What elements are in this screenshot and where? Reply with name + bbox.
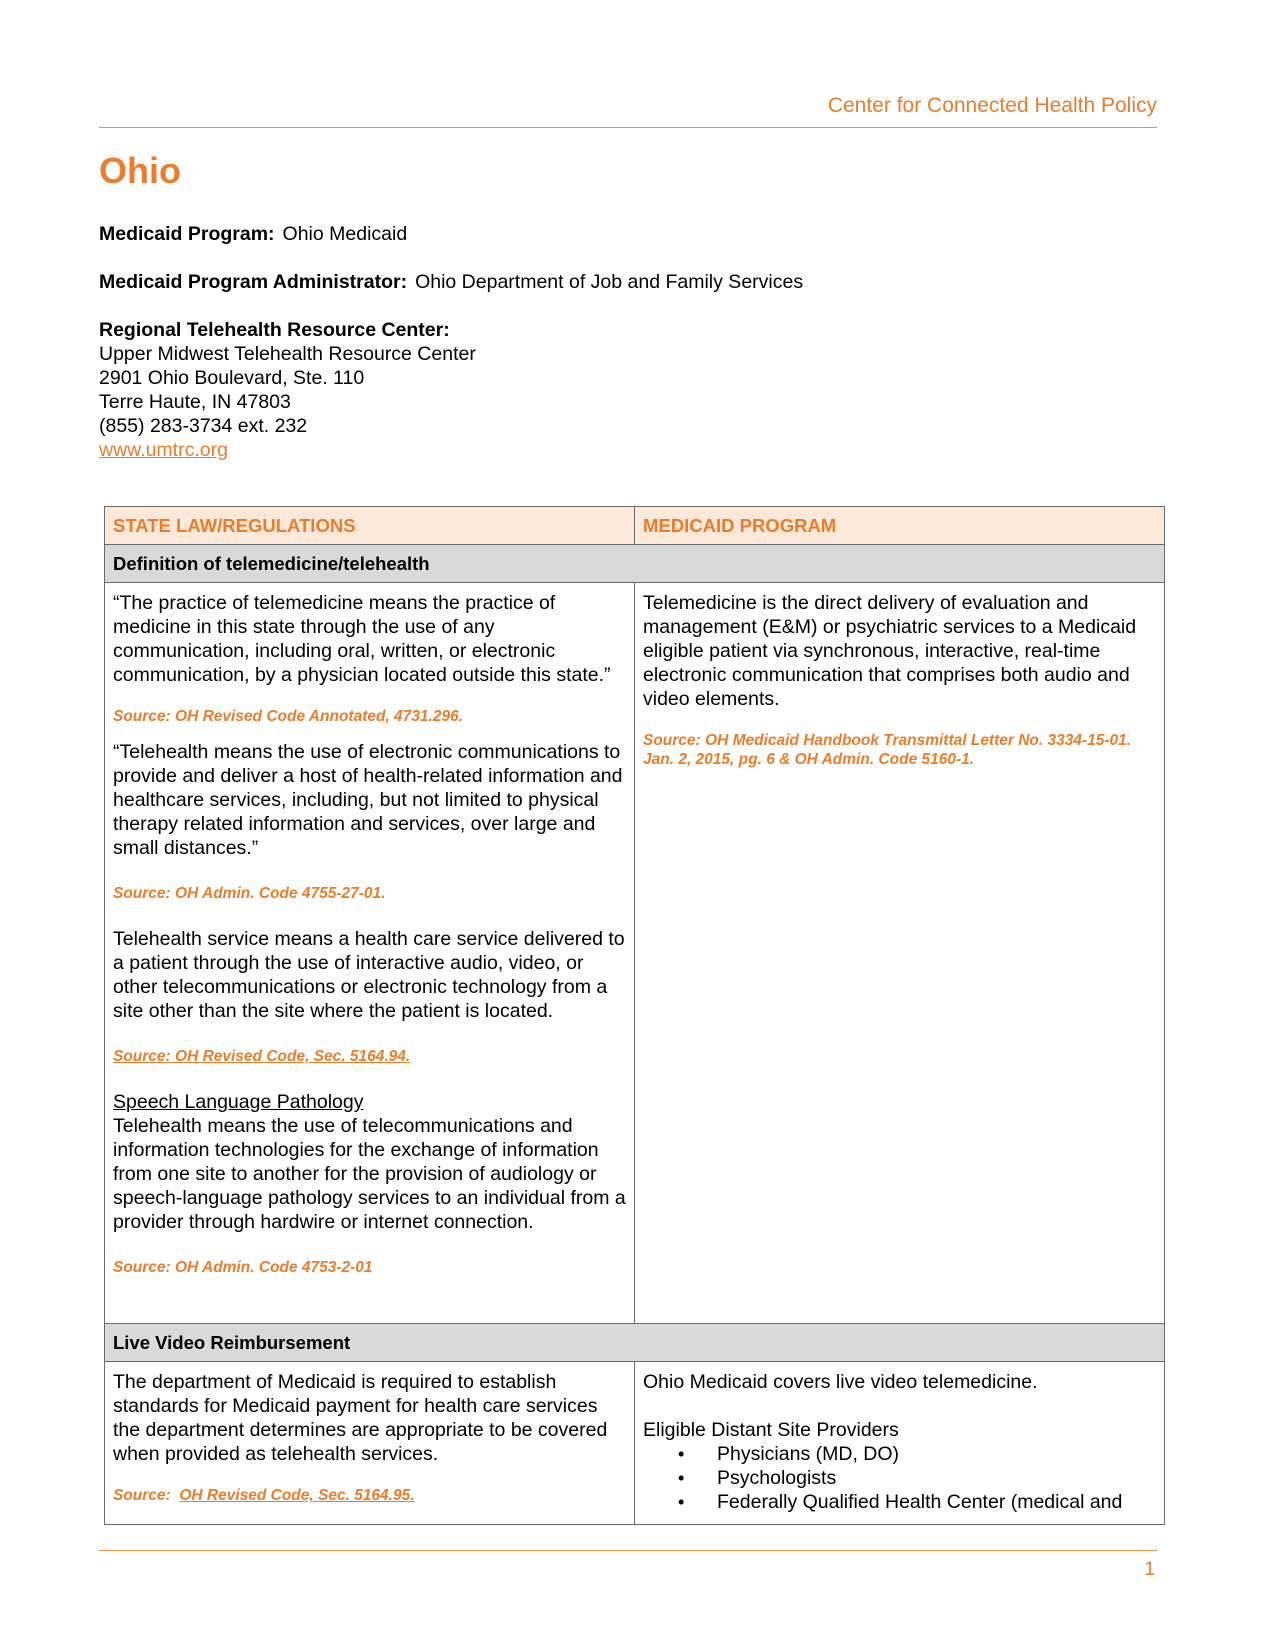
column-header-medicaid: MEDICAID PROGRAM [635, 507, 1165, 545]
subheading-speech-language-pathology: Speech Language Pathology [113, 1091, 364, 1113]
medicaid-cell [635, 1362, 1165, 1525]
medicaid-program-label: Medicaid Program: [99, 223, 275, 245]
source-citation-link[interactable]: Source: OH Revised Code, Sec. 5164.94. [113, 1048, 411, 1065]
table-row [105, 583, 1165, 1324]
medicaid-program-line [99, 222, 407, 246]
coverage-text: Ohio Medicaid covers live video telemedicine. [643, 1371, 1038, 1393]
header-divider [99, 127, 1157, 128]
providers-heading: Eligible Distant Site Providers [643, 1419, 899, 1441]
column-header-state-law: STATE LAW/REGULATIONS [105, 507, 635, 545]
rtrc-website-link[interactable]: www.umtrc.org [99, 439, 228, 461]
rtrc-address-line-2: Terre Haute, IN 47803 [99, 391, 291, 413]
section-title-definition: Definition of telemedicine/telehealth [105, 545, 1165, 583]
section-header-row [105, 545, 1165, 583]
rtrc-phone: (855) 283-3734 ext. 232 [99, 415, 308, 437]
administrator-value: Ohio Department of Job and Family Services [415, 271, 804, 293]
page-number: 1 [1144, 1559, 1155, 1580]
list-item: • Physicians (MD, DO) [717, 1442, 1156, 1466]
definition-text: “The practice of telemedicine means the practice of medicine in this state through the use of any communication, including oral, written, or electronic communication, by a physician located outside this state.” [113, 592, 611, 686]
medicaid-program-value: Ohio Medicaid [282, 223, 408, 245]
state-law-cell [105, 583, 635, 1324]
medicaid-cell [635, 583, 1165, 1324]
definition-text: Telemedicine is the direct delivery of evaluation and management (E&M) or psychiatric services to a Medicaid eligible patient via synchronous, interactive, real-time electronic communication that comprises both audio and video elements. [643, 592, 1137, 710]
source-prefix: Source: [113, 1487, 180, 1504]
policy-table [104, 506, 1165, 1525]
state-title: Ohio [99, 150, 181, 191]
source-citation-link[interactable]: OH Revised Code, Sec. 5164.95. [179, 1487, 415, 1504]
source-citation: Source: OH Admin. Code 4753-2-01 [113, 1259, 373, 1276]
providers-list [643, 1442, 1156, 1514]
rtrc-name: Upper Midwest Telehealth Resource Center [99, 343, 476, 365]
reimbursement-text: The department of Medicaid is required to establish standards for Medicaid payment for health care services the department determines are appropriate to be covered when provided as telehealth services. [113, 1371, 608, 1465]
administrator-line [99, 270, 803, 294]
source-citation: Source: OH Revised Code Annotated, 4731.296. [113, 708, 464, 725]
rtrc-label: Regional Telehealth Resource Center: [99, 319, 450, 341]
section-title-live-video: Live Video Reimbursement [105, 1324, 1165, 1362]
administrator-label: Medicaid Program Administrator: [99, 271, 408, 293]
source-citation: Source: OH Medicaid Handbook Transmittal Letter No. 3334-15-01. Jan. 2, 2015, pg. 6 & OH Admin. Code 5160-1. [643, 732, 1132, 768]
list-item: • Psychologists [717, 1466, 1156, 1490]
list-item: • Federally Qualified Health Center (medical and [717, 1490, 1156, 1514]
state-law-cell [105, 1362, 635, 1525]
running-header-title: Center for Connected Health Policy [827, 94, 1157, 117]
definition-text: Telehealth means the use of telecommunications and information technologies for the exchange of information from one site to another for the provision of audiology or speech-language pathology services to an individual from a provider through hardwire or internet connection. [113, 1115, 626, 1233]
source-citation: Source: OH Admin. Code 4755-27-01. [113, 885, 386, 902]
definition-text: “Telehealth means the use of electronic communications to provide and deliver a host of health-related information and healthcare services, including, but not limited to physical therapy related information and services, over large and small distances.” [113, 741, 623, 859]
rtrc-address-line-1: 2901 Ohio Boulevard, Ste. 110 [99, 367, 365, 389]
column-header-row [105, 507, 1165, 545]
section-header-row [105, 1324, 1165, 1362]
rtrc-block [99, 318, 476, 462]
table-row [105, 1362, 1165, 1525]
definition-text: Telehealth service means a health care service delivered to a patient through the use of interactive audio, video, or other telecommunications or electronic technology from a site other than the site where the patient is located. [113, 928, 625, 1022]
footer-divider [99, 1550, 1157, 1551]
